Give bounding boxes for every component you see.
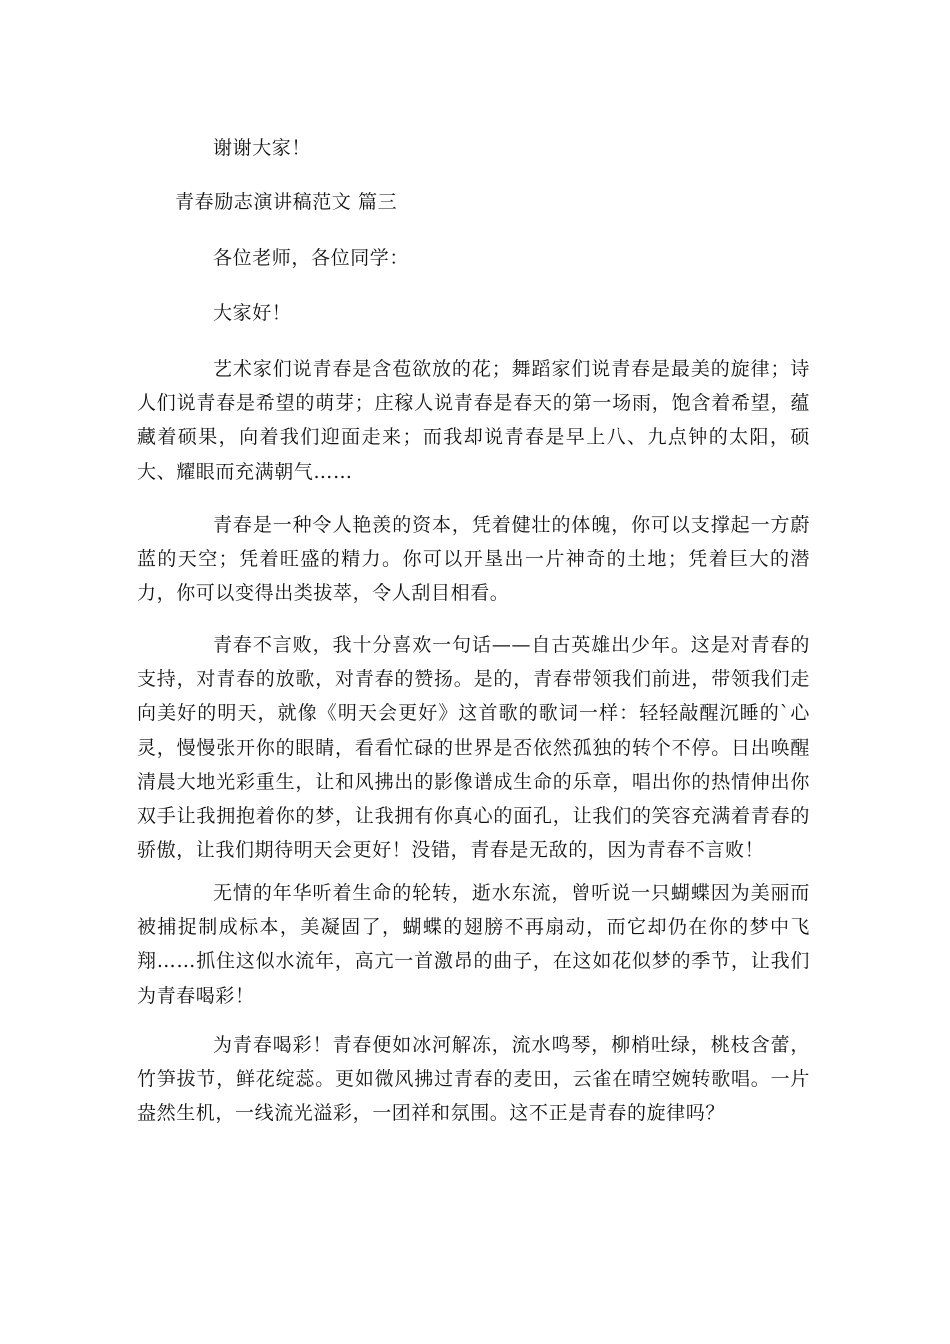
paragraph: 为青春喝彩！青春便如冰河解冻，流水鸣琴，柳梢吐绿，桃枝含蕾，竹笋拔节，鲜花绽蕊。更如微风拂过青春的麦田，云雀在晴空婉转歌唱。一片盎然生机，一线流光溢彩，一团祥和氛围。这不正是青春的旋律吗？ (137, 1034, 810, 1125)
paragraph: 艺术家们说青春是含苞欲放的花；舞蹈家们说青春是最美的旋律；诗人们说青春是希望的萌芽；庄稼人说青春是春天的第一场雨，饱含着希望，蕴藏着硕果，向着我们迎面走来；而我却说青春是早上八、九点钟的太阳，硕大、耀眼而充满朝气…… (137, 358, 810, 483)
closing-thanks: 谢谢大家！ (213, 137, 312, 159)
greeting: 大家好！ (213, 302, 292, 324)
paragraph: 无情的年华听着生命的轮转，逝水东流，曾听说一只蝴蝶因为美丽而被捕捉制成标本，美凝固了，蝴蝶的翅膀不再扇动，而它却仍在你的梦中飞翔……抓住这似水流年，高亢一首激昂的曲子，在这如花似梦的季节，让我们为青春喝彩！ (137, 882, 810, 1007)
salutation: 各位老师，各位同学： (213, 247, 410, 269)
paragraph: 青春是一种令人艳羡的资本，凭着健壮的体魄，你可以支撑起一方蔚蓝的天空；凭着旺盛的精力。你可以开垦出一片神奇的土地；凭着巨大的潜力，你可以变得出类拔萃，令人刮目相看。 (137, 514, 810, 605)
section-heading: 青春励志演讲稿范文 篇三 (175, 191, 398, 213)
paragraph: 青春不言败，我十分喜欢一句话——自古英雄出少年。这是对青春的支持，对青春的放歌，对青春的赞扬。是的，青春带领我们前进，带领我们走向美好的明天，就像《明天会更好》这首歌的歌词一样：轻轻敲醒沉睡的`心灵，慢慢张开你的眼睛，看看忙碌的世界是否依然孤独的转个不停。日出唤醒清晨大地光彩重生，让和风拂出的影像谱成生命的乐章，唱出你的热情伸出你双手让我拥抱着你的梦，让我拥有你真心的面孔，让我们的笑容充满着青春的骄傲，让我们期待明天会更好！没错，青春是无敌的，因为青春不言败！ (137, 634, 810, 862)
